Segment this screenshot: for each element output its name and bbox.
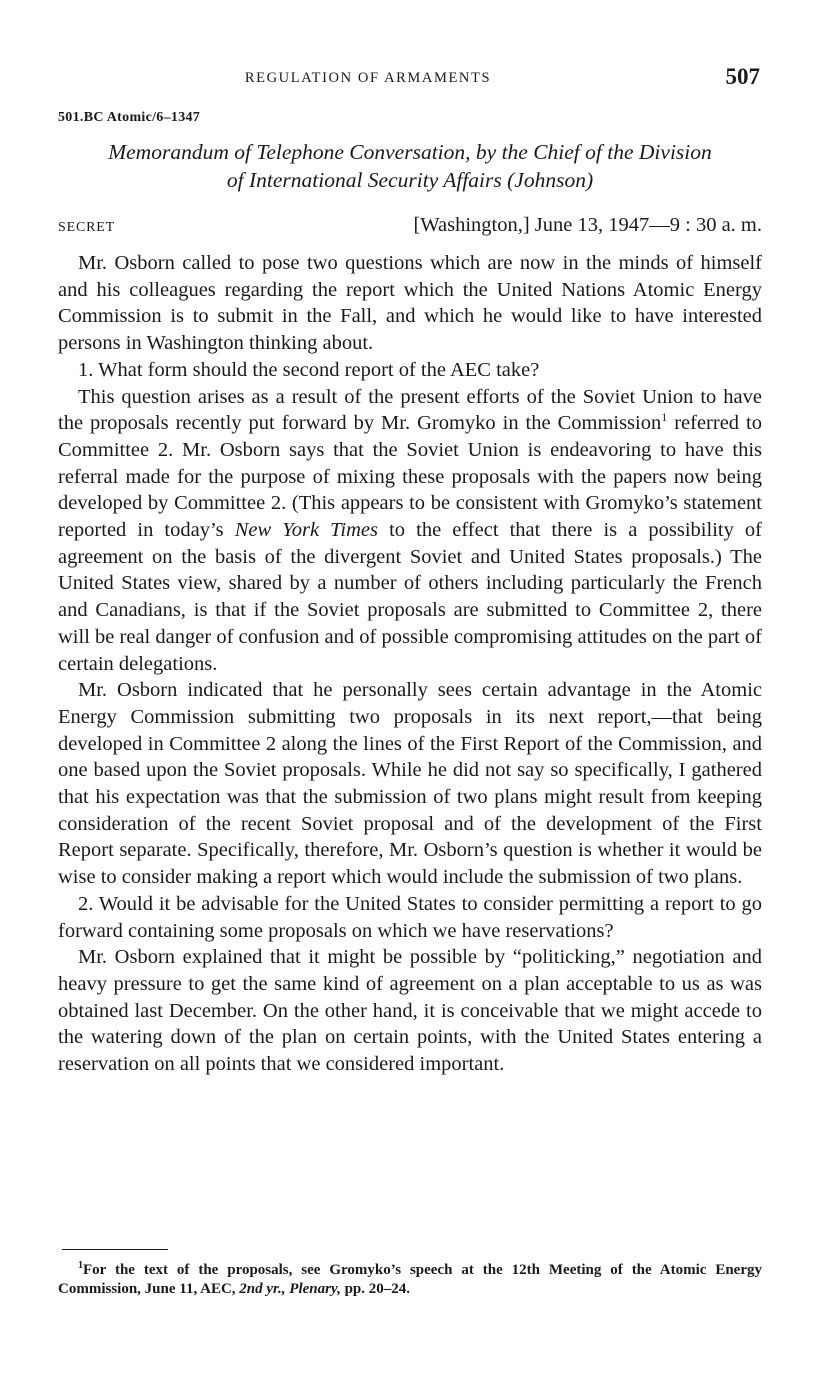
document-title-line-2: of International Security Affairs (Johnson) [226,168,594,192]
running-head-title: REGULATION OF ARMAMENTS [244,70,492,86]
document-page [58,0,762,1380]
page-number: 507 [725,64,760,89]
classification-marking: SECRET [58,220,115,235]
footnote-text-a: For the text of the proposals, see Gromyko’s speech at the 12th Meeting of the Atomic Energy Commission, June 11, AEC, [58,1262,762,1297]
paragraph-3-part-c: to the effect that there is a possibility of agreement on the basis of the divergent Soviet and United States proposals.) The United States view, shared by a number of others including particularly the French and Canadians, is that if the Soviet proposals are submitted to Committee 2, there will be real danger of confusion and of possible compromising attitudes on the part of certain delegations. [58,519,762,675]
dateline [58,214,762,242]
file-reference: 501.BC Atomic/6–1347 [58,110,201,125]
footnote-divider [62,1249,168,1250]
paragraph-6: Mr. Osborn explained that it might be possible by “politicking,” negotiation and heavy pressure to get the same kind of agreement on a plan acceptable to us as was obtained last December. On the other hand, it is conceivable that we might accede to the watering down of the plan on certain points, with the United States entering a reservation on all points that we considered important. [58,946,762,1076]
question-1: 1. What form should the second report of the AEC take? [78,358,540,381]
footnote-reference-1: 1 [661,410,668,425]
paragraph-1: Mr. Osborn called to pose two questions which are now in the minds of himself and his colleagues regarding the report which the United Nations Atomic Energy Commission is to submit in the Fall, and which he would like to have interested persons in Washington thinking about. [58,252,762,355]
question-2: 2. Would it be advisable for the United States to consider permitting a report to go forward containing some proposals on which we have reservations? [58,892,762,942]
document-title-line-1: Memorandum of Telephone Conversation, by the Chief of the Division [108,140,712,164]
paragraph-3 [58,384,762,678]
footnote-1 [58,1261,762,1298]
running-head [58,64,762,94]
paragraph-3-part-a: This question arises as a result of the present efforts of the Soviet Union to have the proposals recently put forward by Mr. Gromyko in the Commission [58,385,762,435]
document-title [58,138,762,194]
place-and-date: [Washington,] June 13, 1947—9 : 30 a. m. [413,214,762,236]
paragraph-4: Mr. Osborn indicated that he personally sees certain advantage in the Atomic Energy Commission submitting two proposals in its next report,—that being developed in Committee 2 along the lines of the First Report of the Commission, and one based upon the Soviet proposals. While he did not say so specifically, I gathered that his expectation was that the submission of two plans might result from keeping consideration of the recent Soviet proposal and of the development of the First Report separate. Specifically, therefore, Mr. Osborn’s question is whether it would be wise to consider making a report which would include the submission of two plans. [58,679,762,889]
paragraph-3-part-b: referred to Committee 2. Mr. Osborn says that the Soviet Union is endeavoring to have this referral made for the purpose of mixing these proposals with the papers now being developed by Committee 2. (This appears to be consistent with Gromyko’s statement reported in today’s [58,412,762,542]
newspaper-title: New York Times [234,519,379,542]
footnote-citation-italic: 2nd yr., Plenary, [239,1280,341,1297]
memorandum-body [58,250,762,1078]
footnote-text-b: pp. 20–24. [340,1280,411,1297]
footnote-number: 1 [78,1260,83,1271]
